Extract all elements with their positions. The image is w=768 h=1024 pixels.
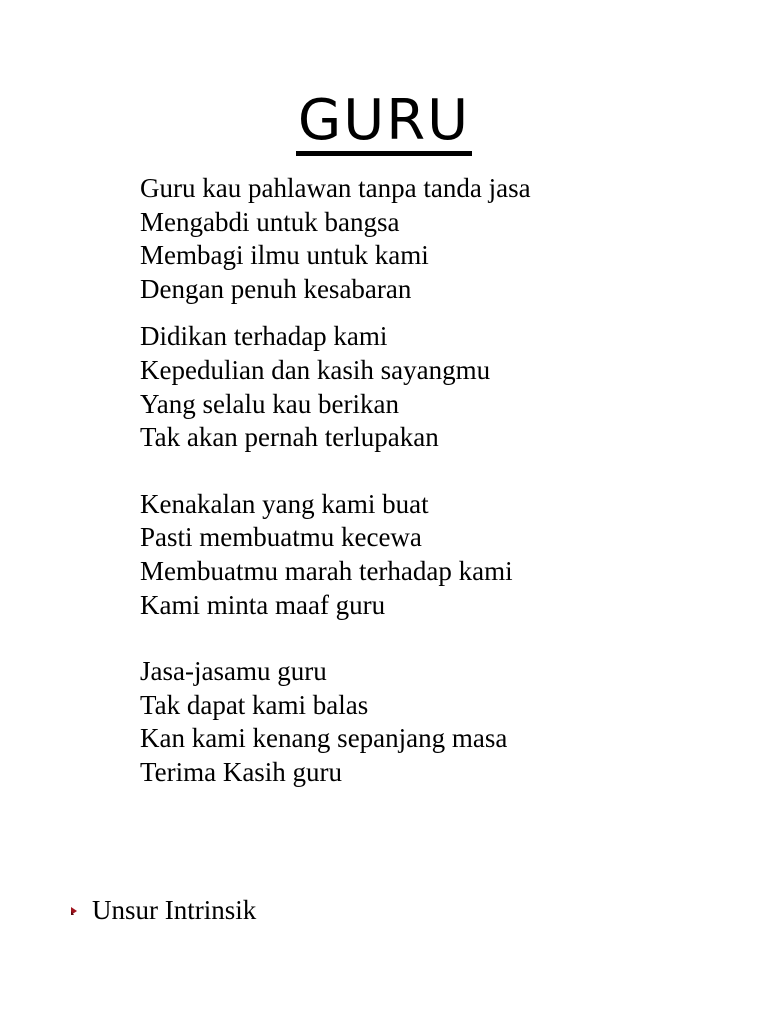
poem-line: Kan kami kenang sepanjang masa (140, 723, 508, 754)
poem-line: Jasa-jasamu guru (140, 656, 327, 687)
section-heading: Unsur Intrinsik (92, 895, 257, 925)
poem-line: Yang selalu kau berikan (140, 388, 399, 419)
stanza-2 (140, 320, 740, 454)
poem-line: Tak akan pernah terlupakan (140, 422, 439, 453)
poem-body (140, 172, 740, 790)
poem-line: Pasti membuatmu kecewa (140, 522, 422, 553)
poem-title-text: GURU (296, 91, 472, 156)
poem-line: Membuatmu marah terhadap kami (140, 555, 513, 586)
poem-line: Didikan terhadap kami (140, 321, 388, 352)
poem-line: Guru kau pahlawan tanpa tanda jasa (140, 173, 531, 203)
stanza-4 (140, 655, 740, 789)
bullet-icon (70, 906, 92, 916)
poem-line: Terima Kasih guru (140, 756, 343, 787)
poem-line: Kami minta maaf guru (140, 589, 386, 620)
poem-title (0, 86, 768, 156)
poem-line: Kepedulian dan kasih sayangmu (140, 354, 491, 385)
stanza-1 (140, 172, 740, 306)
poem-line: Tak dapat kami balas (140, 689, 369, 720)
poem-line: Kenakalan yang kami buat (140, 488, 429, 519)
poem-line: Dengan penuh kesabaran (140, 273, 412, 304)
poem-line: Mengabdi untuk bangsa (140, 206, 400, 237)
section-heading-row (70, 893, 730, 927)
poem-line: Membagi ilmu untuk kami (140, 240, 429, 271)
stanza-3 (140, 488, 740, 622)
